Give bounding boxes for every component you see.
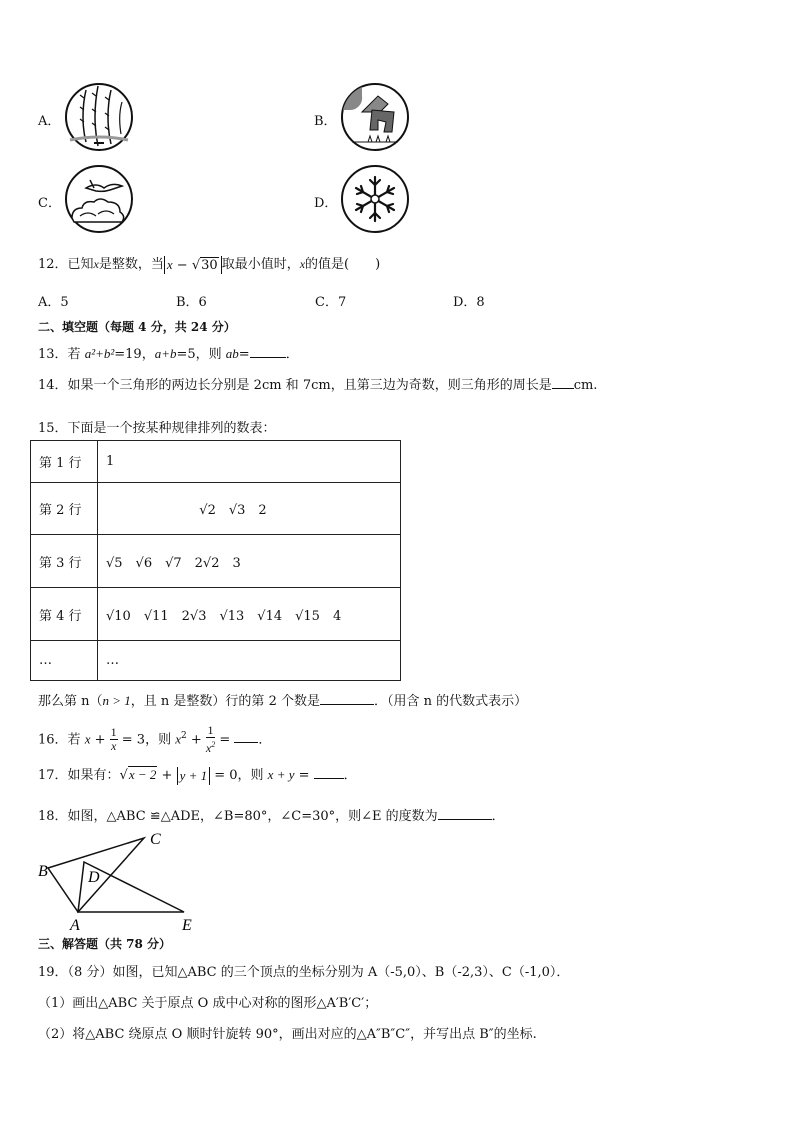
q12-option-a: A．5 [38,295,69,310]
answer-blank[interactable] [438,807,492,820]
question-18: 18．如图，△ABC ≌△ADE，∠B=80°，∠C=30°，则∠E 的度数为 ． [38,809,505,824]
q12-option-b: B．6 [176,295,207,310]
triangle-figure [34,826,204,932]
abs-expression: x − √30 [164,256,222,274]
row-label: 第 3 行 [31,535,98,588]
q12-option-d: D．8 [453,295,485,310]
mushroom-scene-icon [340,82,410,152]
question-19-part-1: （1）画出△ABC 关于原点 O 成中心对称的图形△A′B′C′； [38,996,378,1011]
question-14: 14．如果一个三角形的两边长分别是 2cm 和 7cm，且第三边为奇数，则三角形的周长是 cm. [38,378,598,393]
table-row [31,641,401,681]
table-row [31,441,401,483]
question-19-stem: 19．（8 分）如图，已知△ABC 的三个顶点的坐标分别为 A（-5,0）、B（-2,3）、C（-1,0）． [38,965,570,980]
willow-branches-icon [64,82,134,152]
number-table [30,440,401,681]
question-15-ask: 那么第 n（n > 1，且 n 是整数）行的第 2 个数是 ．（用含 n 的代数式表示） [38,693,528,709]
option-c-letter: C． [38,196,61,211]
row-content: √10 √11 2√3 √13 √14 √15 4 [98,588,401,641]
label-e: E [182,917,192,932]
option-a-letter: A． [38,114,61,129]
answer-blank[interactable] [552,376,574,389]
question-13: 13．若 a²+b²=19，a+b=5，则 ab= ． [38,346,299,362]
row-label: 第 4 行 [31,588,98,641]
section-3-title: 三、解答题（共 78 分） [38,937,172,951]
q12-option-c: C．7 [315,295,347,310]
label-c: C [150,831,161,848]
answer-blank[interactable] [320,692,374,705]
table-row [31,588,401,641]
row-content: … [98,641,401,681]
question-15-intro: 15．下面是一个按某种规律排列的数表： [38,421,276,436]
abs-expression: y + 1 [177,767,211,785]
label-a: A [70,917,80,932]
label-b: B [38,863,48,880]
row-label: 第 2 行 [31,483,98,535]
section-2-title: 二、填空题（每题 4 分，共 24 分） [38,320,236,334]
option-b-letter: B． [314,114,337,129]
label-d: D [88,869,100,886]
question-17: 17．如果有：√x − 2 + y + 1 = 0，则 x + y = ． [38,765,357,786]
question-16: 16．若 x + $\frac{1}{x}$ = 3，则 $x^2$ + $\frac{1}{x^2}$ = ． [38,723,272,756]
question-12: 12．已知x是整数，当 x − √30 取最小值时，x的值是( ) [38,256,381,273]
answer-blank[interactable] [234,730,258,743]
answer-blank[interactable] [250,345,286,358]
row-label: 第 1 行 [31,441,98,483]
row-content: √2 √3 2 [98,483,401,535]
row-label: … [31,641,98,681]
question-19-part-2: （2）将△ABC 绕原点 O 顺时针旋转 90°，画出对应的△A″B″C″，并写出点 B″的坐标. [38,1027,537,1042]
row-content: √5 √6 √7 2√2 3 [98,535,401,588]
option-d-letter: D． [314,196,338,211]
row-content: 1 [98,441,401,483]
answer-blank[interactable] [314,766,344,779]
table-row [31,535,401,588]
table-row [31,483,401,535]
bird-clouds-icon [64,164,134,234]
sqrt-expression: √x − 2 [119,767,157,783]
snowflake-icon [340,164,410,234]
